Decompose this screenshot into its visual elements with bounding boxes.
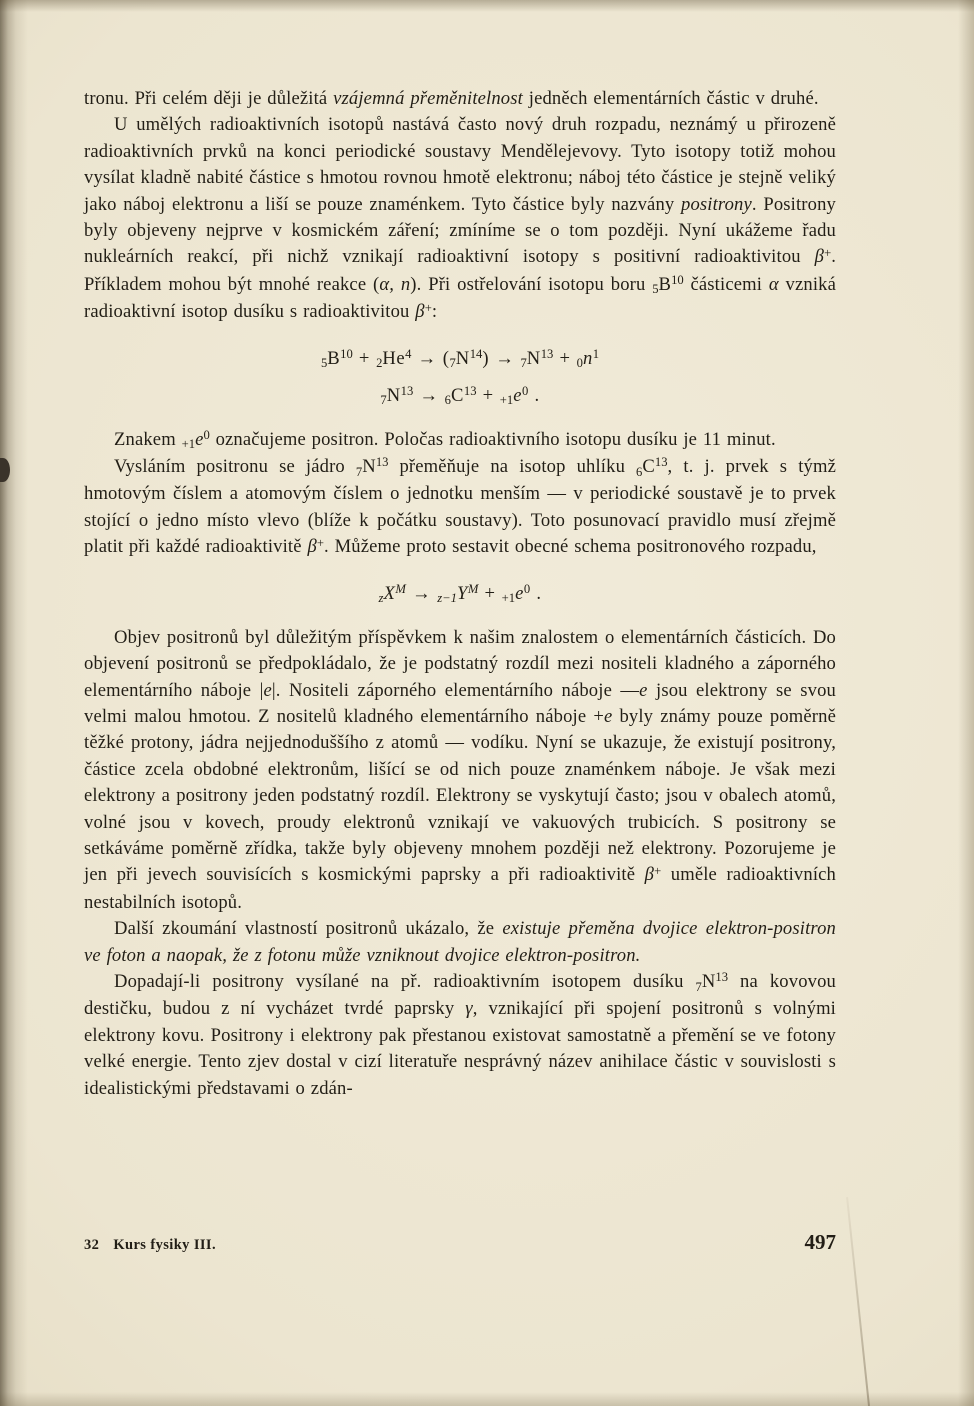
equation-nuclear-reaction xyxy=(84,341,836,415)
paragraph-continuation: tronu. Při celém ději je důležitá vzájemná přeměnitelnost jedněch elementárních částic v druhé. xyxy=(84,88,819,109)
page-curl-line xyxy=(846,1197,870,1406)
scan-edge-top xyxy=(0,0,974,12)
paragraph-positron-discovery: Objev positronů byl důležitým příspěvkem k našim znalostem o elementárních částicích. Do objevení positronů se předpokládalo, že je podstatný rozdíl mezi nositeli kladného a záporného elementárního náboje |e|. Nositeli záporného elementárního náboje —e jsou elektrony se svou velmi malou hmotou. Z nositelů kladného elementárního náboje +e byly známy pouze poměrně těžké protony, jádra nejjednoduššího z atomů — vodíku. Nyní se ukazuje, že existují positrony, částice zcela obdobné elektronům, lišící se od nich pouze znaménkem náboje. Je však mezi elektrony a positrony jeden podstatný rozdíl. Elektrony se vyskytují často; jsou v obalech atomů, volné jsou v kovech, proudy elektronů vznikají ve vakuových trubicích. S positrony se setkáváme poměrně zřídka, takže byly objeveny mnohem později než elektrony. Pozorujeme je jen při jevech souvisících s kosmickými paprsky a při radioaktivitě β+ uměle radioaktivních nestabilních isotopů. xyxy=(84,626,836,913)
equation-line: $zX^M \to z-1Y^M + +1e^0$ . xyxy=(378,582,542,606)
paragraph-decay-rule: Vysláním positronu se jádro $7N^{13}$ přeměňuje na isotop uhlíku $6C^{13}$, t. j. prvek s týmž hmotovým číslem a atomovým číslem o jednotku menším — v periodické soustavě je to prvek stojící o jedno místo vlevo (blíže k počátku soustavy). Toto posunovací pravidlo musí zřejmě platit při každé radioaktivitě β+. Můžeme proto sestavit obecné schema positronového rozpadu, xyxy=(84,455,836,558)
paragraph-positron-halflife: Znakem $+1e^0$ označujeme positron. Poločas radioaktivního isotopu dusíku je 11 minut. xyxy=(114,427,776,452)
signature-number: 32 xyxy=(84,1237,100,1253)
equation-general-positron-decay xyxy=(84,576,836,613)
paragraph-isotopes: U umělých radioaktivních isotopů nastává často nový druh rozpadu, neznámý u přirozeně radioaktivních prvků na konci periodické soustavy Mendělejevovy. Tyto isotopy totiž mohou vysílat kladně nabité částice s hmotou rovnou hmotě elektronu; náboj této částice je stejně veliký jako náboj elektronu a liší se pouze znaménkem. Tyto částice byly nazvány positrony. Positrony byly objeveny nejprve v kosmickém záření; zmíníme se o tom později. Nyní ukážeme řadu nukleárních reakcí, při nichž vznikají radioaktivní isotopy s positivní radioaktivitou β+. Příkladem mohou být mnohé reakce (α, n). Při ostřelování isotopu boru $5B^{10}$ částicemi α vzniká radioaktivní isotop dusíku s radioaktivitou β+: xyxy=(84,114,836,323)
scan-edge-right xyxy=(958,0,974,1406)
text-block xyxy=(84,86,836,1102)
book-title: Kurs fysiky III. xyxy=(113,1237,217,1253)
book-signature xyxy=(84,1237,216,1254)
paragraph-pair-conversion: Další zkoumání vlastností positronů ukázalo, že existuje přeměna dvojice elektron-positron ve foton a naopak, že z fotonu může vzniknout dvojice elektron-positron. xyxy=(84,918,836,966)
ink-mark xyxy=(0,458,10,482)
scan-edge-bottom xyxy=(0,1392,974,1406)
paragraph-annihilation: Dopadají-li positrony vysílané na př. radioaktivním isotopem dusíku $7N^{13}$ na kovovou destičku, budou z ní vycházet tvrdé paprsky γ, vznikající při spojení positronů s volnými elektrony kovu. Positrony i elektrony pak přestanou existovat samostatně a přemění se ve fotony velké energie. Tento zjev dostal v cizí literatuře nesprávný název anihilace částic v souvislosti s idealistickými představami o zdán- xyxy=(84,970,837,1099)
page-number: 497 xyxy=(804,1230,836,1254)
equation-line: $7N^{13} \to 6C^{13} + +1e^0$ . xyxy=(380,383,540,408)
equation-line: $5B^{10} + 2He^4 \to (7N^{14}) \to 7N^{13} + 0n^1$ xyxy=(320,346,600,371)
page-footer xyxy=(84,1230,836,1255)
binding-shadow xyxy=(0,0,28,1406)
